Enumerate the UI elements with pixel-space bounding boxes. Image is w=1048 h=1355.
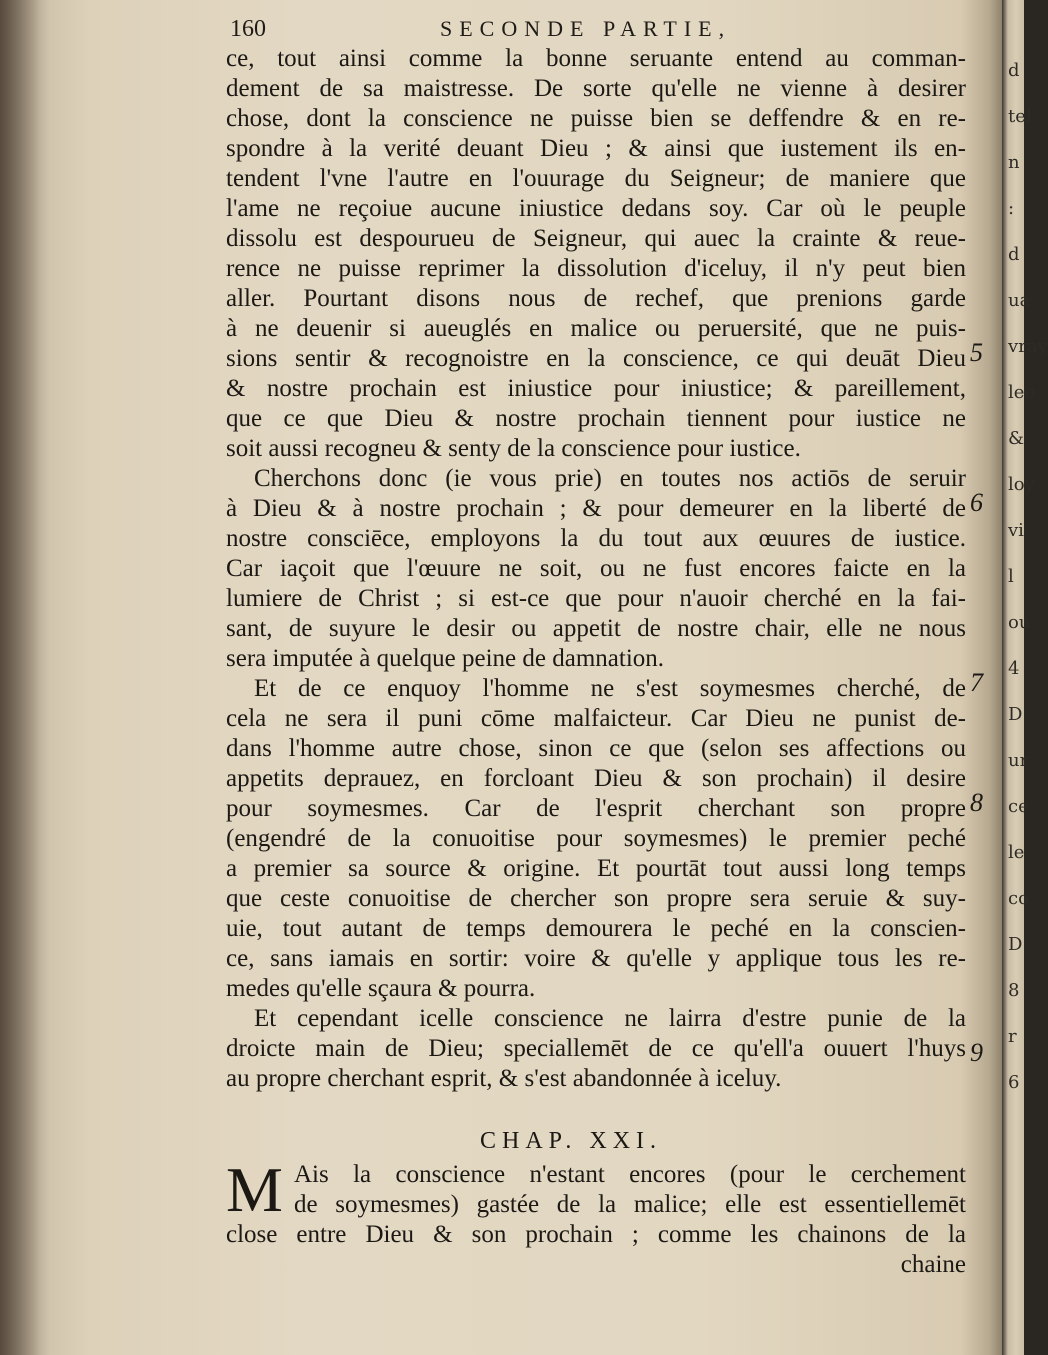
verse-number-8: 8 (970, 788, 983, 817)
text-line: Et de ce enquoy l'homme ne s'est soymesmes cherché, de (254, 675, 966, 702)
chapter-text-line: Ais la conscience n'estant encores (pour le cerchement (294, 1161, 966, 1188)
next-page-fragment: 8 (1008, 980, 1020, 1001)
next-page-fragment: r (1008, 1026, 1017, 1047)
next-page-fragment: D (1008, 934, 1023, 955)
verse-number-5: 5 (970, 338, 983, 367)
chapter-heading: CHAP. XXI. (480, 1128, 663, 1154)
chapter-text-line: close entre Dieu & son prochain ; comme les chainons de la (226, 1221, 966, 1248)
text-line: tendent l'vne l'autre en l'ouurage du Seigneur; de maniere que (226, 165, 966, 192)
text-line: l'ame ne reçoiue aucune iniustice dedans soy. Car où le peuple (226, 195, 966, 222)
chapter-text-block (226, 1154, 966, 1280)
text-line: Car iaçoit que l'œuure ne soit, ou ne fust encores faicte en la (226, 555, 966, 582)
text-line: cela ne sera il puni cōme malfaicteur. Car Dieu ne punist de- (226, 705, 966, 732)
verse-number-7: 7 (970, 668, 983, 697)
next-page-fragment: co (1008, 888, 1029, 909)
main-text-block (226, 44, 966, 1094)
running-head: SECONDE PARTIE, (440, 16, 732, 41)
text-line: uie, tout autant de temps demourera le peché en la conscien- (226, 915, 966, 942)
next-page-fragment: le (1008, 842, 1025, 863)
text-line: nostre consciēce, employons la du tout aux œuures de iustice. (226, 525, 966, 552)
page-number: 160 (230, 16, 266, 42)
text-line: droicte main de Dieu; speciallemēt de ce qu'ell'a ouuert l'huys (226, 1035, 966, 1062)
text-line: appetits deprauez, en forcloant Dieu & son prochain) il desire (226, 765, 966, 792)
next-page-fragment: lee (1008, 382, 1036, 403)
text-line: a premier sa source & origine. Et pourtāt tout aussi long temps (226, 855, 966, 882)
next-page-fragment: ur (1008, 750, 1029, 771)
text-line: ce, tout ainsi comme la bonne seruante entend au comman- (226, 45, 966, 72)
drop-cap-initial: M (226, 1154, 283, 1225)
text-line: lumiere de Christ ; si est-ce que pour n'auoir cherché en la fai- (226, 585, 966, 612)
text-line: dans l'homme autre chose, sinon ce que (selon ses affections ou (226, 735, 966, 762)
next-page-fragment: d (1008, 244, 1020, 265)
text-line: ce, sans iamais en sortir: voire & qu'elle y applique tous les re- (226, 945, 966, 972)
next-page-fragment: : (1008, 198, 1015, 219)
verse-number-6: 6 (970, 488, 983, 517)
text-line: chose, dont la conscience ne puisse bien se deffendre & en re- (226, 105, 966, 132)
text-line: & nostre prochain est iniustice pour iniustice; & pareillement, (226, 375, 966, 402)
next-page-fragment: ou (1008, 612, 1031, 633)
text-line: à ne deuenir si aueuglés en malice ou peruersité, que ne puis- (226, 315, 966, 342)
next-page-fragment: tel (1008, 106, 1032, 127)
next-page-fragment: 6 (1008, 1072, 1020, 1093)
text-line: medes qu'elle sçaura & pourra. (226, 975, 536, 1002)
chapter-text-line: de soymesmes) gastée de la malice; elle est essentiellemēt (294, 1191, 966, 1218)
text-line: dement de sa maistresse. De sorte qu'elle ne vienne à desirer (226, 75, 966, 102)
text-line: que ce que Dieu & nostre prochain tiennent pour iustice ne (226, 405, 966, 432)
next-page-fragment: ce (1008, 796, 1029, 817)
next-page-fragment: vray (1008, 336, 1048, 357)
text-line: Cherchons donc (ie vous prie) en toutes nos actiōs de seruir (254, 465, 966, 492)
text-line: soit aussi recogneu & senty de la conscience pour iustice. (226, 435, 801, 462)
next-page-fragment: loy (1008, 474, 1035, 495)
next-page-fragment: ua (1008, 290, 1031, 311)
verse-number-9: 9 (970, 1038, 983, 1067)
text-line: (engendré de la conuoitise pour soymesmes) le premier peché (226, 825, 966, 852)
next-page-fragment: D (1008, 704, 1023, 725)
text-line: dissolu est despourueu de Seigneur, qui auec la crainte & reue- (226, 225, 966, 252)
text-line: spondre à la verité deuant Dieu ; & ainsi que iustement ils en- (226, 135, 966, 162)
next-page-fragment: & (1008, 428, 1025, 449)
text-line: sera imputée à quelque peine de damnation. (226, 645, 665, 672)
text-line: sions sentir & recognoistre en la conscience, ce qui deuāt Dieu (226, 345, 966, 372)
text-line: pour soymesmes. Car de l'esprit cherchant son propre (226, 795, 966, 822)
text-line: rence ne puisse reprimer la dissolution d'iceluy, il n'y peut bien (226, 255, 966, 282)
chapter-text-line: chaine (900, 1251, 966, 1278)
next-page-fragment: d (1008, 60, 1020, 81)
next-page-fragment: l (1008, 566, 1014, 587)
next-page-fragment: vi (1008, 520, 1024, 541)
binding-gutter-shadow (0, 0, 50, 1355)
text-line: aller. Pourtant disons nous de rechef, que prenions garde (226, 285, 966, 312)
text-line: à Dieu & à nostre prochain ; & pour demeurer en la liberté de (226, 495, 966, 522)
next-page-fragment: 4 (1008, 658, 1020, 679)
text-line: au propre cherchant esprit, & s'est abandonnée à iceluy. (226, 1065, 782, 1092)
page-header (230, 16, 970, 46)
next-page-fragment: n (1008, 152, 1020, 173)
text-line: Et cependant icelle conscience ne lairra d'estre punie de la (254, 1005, 966, 1032)
text-line: sant, de suyure le desir ou appetit de nostre chair, elle ne nous (226, 615, 966, 642)
text-line: que ceste conuoitise de chercher son propre sera seruie & suy- (226, 885, 966, 912)
